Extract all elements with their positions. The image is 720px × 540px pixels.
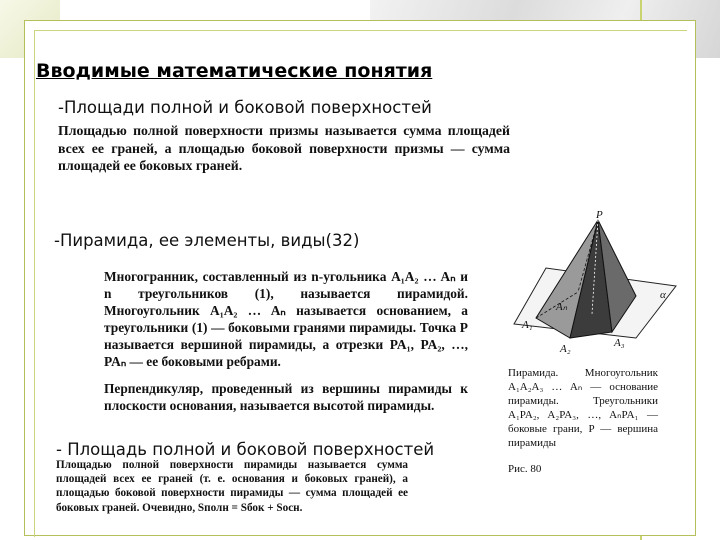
subtitle-pyramid: -Пирамида, ее элементы, виды(32): [54, 231, 360, 250]
apex-label: P: [596, 209, 603, 221]
vertex-a2-label: A₂: [560, 343, 571, 355]
slide-title: Вводимые математические понятия: [36, 60, 433, 82]
vertex-an-label: Aₙ: [556, 301, 568, 313]
pyramid-figure: [508, 206, 678, 366]
pyramid-height-definition: Перпендикуляр, проведенный из вершины пирамиды к плоскости основания, называется высотой пирамиды.: [104, 381, 468, 414]
vertex-a1-label: A₁: [522, 319, 533, 331]
subtitle-pyramid-areas: - Площадь полной и боковой поверхностей: [56, 440, 435, 459]
prism-area-definition: Площадью полной поверхности призмы называется сумма площадей всех ее граней, а площадью боковой поверхности призмы — сумма площадей ее боковых граней.: [58, 123, 510, 174]
pyramid-area-definition: Площадью полной поверхности пирамиды называется сумма площадей всех ее граней (т. е. основания и боковых граней), а площадью боковой поверхности пирамиды — сумма площадей ее боковых граней. Очевидно, Sполн = Sбок + Sосн.: [56, 459, 408, 514]
vertex-a3-label: A₃: [614, 337, 625, 349]
plane-label: α: [660, 289, 666, 301]
figure-caption: Пирамида. Многоугольник A₁A₂A₃ … Aₙ — основание пирамиды. Треугольники A₁PA₂, A₂PA₃, …, AₙPA₁ — боковые грани, P — вершина пирамиды: [508, 367, 658, 450]
figure-number: Рис. 80: [508, 463, 542, 475]
subtitle-prism-areas: -Площади полной и боковой поверхностей: [58, 98, 432, 117]
pyramid-definition: Многогранник, составленный из n-угольника A₁A₂ … Aₙ и n треугольников (1), называется пирамидой. Многоугольник A₁A₂ … Aₙ называется основанием, а треугольники (1) — боковыми гранями пирамиды. Точка P называется вершиной пирамиды, а отрезки PA₁, PA₂, …, PAₙ — ее боковыми ребрами.: [104, 269, 468, 370]
